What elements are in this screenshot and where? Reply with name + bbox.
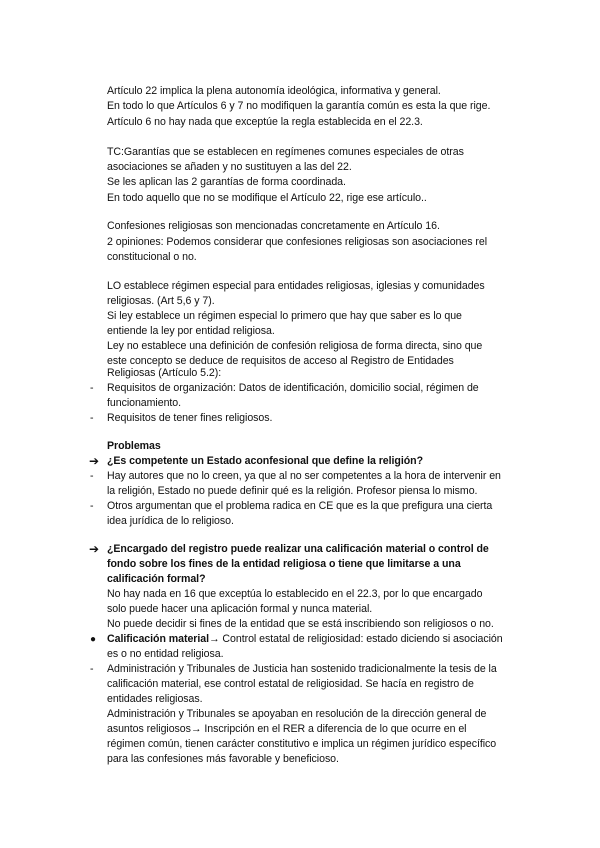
text-line: Se les aplican las 2 garantías de forma coordinada. [107,176,346,188]
text-line: TC:Garantías que se establecen en regímenes comunes especiales de otras [107,146,464,158]
text-line: Artículo 22 implica la plena autonomía ideológica, informativa y general. [107,85,441,97]
text-line: Confesiones religiosas son mencionadas concretamente en Artículo 16. [107,220,440,232]
list-item: calificación material, ese control estatal de religiosidad. Se hacía en registro de [107,678,474,690]
text-line: No hay nada en 16 que exceptúa lo establecido en el 22.3, por lo que encargado [107,588,483,600]
list-item: Administración y Tribunales de Justicia han sostenido tradicionalmente la tesis de la [107,663,497,675]
text-line: No puede decidir si fines de la entidad que se está inscribiendo son religiosos o no. [107,618,494,630]
question-heading: ¿Encargado del registro puede realizar una calificación material o control de [107,543,489,555]
list-item [107,633,503,646]
arrow-bullet-icon: ➔ [89,542,100,556]
text-line: En todo aquello que no se modifique el Artículo 22, rige ese artículo.. [107,192,427,204]
text-line: solo puede hacer una aplicación formal y nunca material. [107,603,373,615]
dash-bullet-icon: - [90,470,94,482]
list-item: funcionamiento. [107,397,182,409]
list-item: Requisitos de organización: Datos de identificación, domicilio social, régimen de [107,382,479,394]
question-heading: calificación formal? [107,573,206,585]
list-item: Administración y Tribunales se apoyaban en resolución de la dirección general de [107,708,487,720]
bullet-icon: ● [90,634,97,645]
list-item: asuntos religiosos→ Inscripción en el RER a diferencia de lo que ocurre en el [107,723,467,735]
list-item: régimen común, tienen carácter constitutivo e implica un régimen jurídico específico [107,738,497,750]
text-line: asociaciones se añaden y no sustituyen a las del 22. [107,161,352,173]
section-heading: Problemas [107,440,161,452]
text-line: religiosas. (Art 5,6 y 7). [107,295,215,307]
dash-bullet-icon: - [90,412,94,424]
text-line: Artículo 6 no hay nada que exceptúe la regla establecida en el 22.3. [107,116,423,128]
list-item: la religión, Estado no puede definir qué es la religión. Profesor piensa lo mismo. [107,485,478,497]
term-definition: → Control estatal de religiosidad: estado diciendo si asociación [209,633,503,645]
list-item: entidades religiosas. [107,693,203,705]
term-bold: Calificación material [107,633,209,645]
dash-bullet-icon: - [90,500,94,512]
dash-bullet-icon: - [90,382,94,394]
list-item: es o no entidad religiosa. [107,648,224,660]
list-item: Hay autores que no lo creen, ya que al no ser competentes a la hora de intervenir en [107,470,501,482]
text-line: Ley no establece una definición de confesión religiosa de forma directa, sino que [107,340,483,352]
text-line: Religiosas (Artículo 5.2): [107,367,222,379]
list-item: Otros argumentan que el problema radica en CE que es la que prefigura una cierta [107,500,493,512]
text-line: este concepto se deduce de requisitos de acceso al Registro de Entidades [107,355,454,367]
question-heading: ¿Es competente un Estado aconfesional que define la religión? [107,455,423,467]
list-item: para las confesiones más favorable y beneficioso. [107,753,339,765]
text-line: constitucional o no. [107,251,197,263]
text-line: 2 opiniones: Podemos considerar que confesiones religiosas son asociaciones rel [107,236,488,248]
list-item: idea jurídica de lo religioso. [107,515,234,527]
dash-bullet-icon: - [90,663,94,675]
arrow-bullet-icon: ➔ [89,454,100,468]
text-line: LO establece régimen especial para entidades religiosas, iglesias y comunidades [107,280,485,292]
text-line: En todo lo que Artículos 6 y 7 no modifiquen la garantía común es esta la que rige. [107,100,491,112]
text-line: Si ley establece un régimen especial lo primero que hay que saber es lo que [107,310,462,322]
list-item: Requisitos de tener fines religiosos. [107,412,273,424]
text-line: entiende la ley por entidad religiosa. [107,325,275,337]
question-heading: fondo sobre los fines de la entidad religiosa o tiene que limitarse a una [107,558,461,570]
